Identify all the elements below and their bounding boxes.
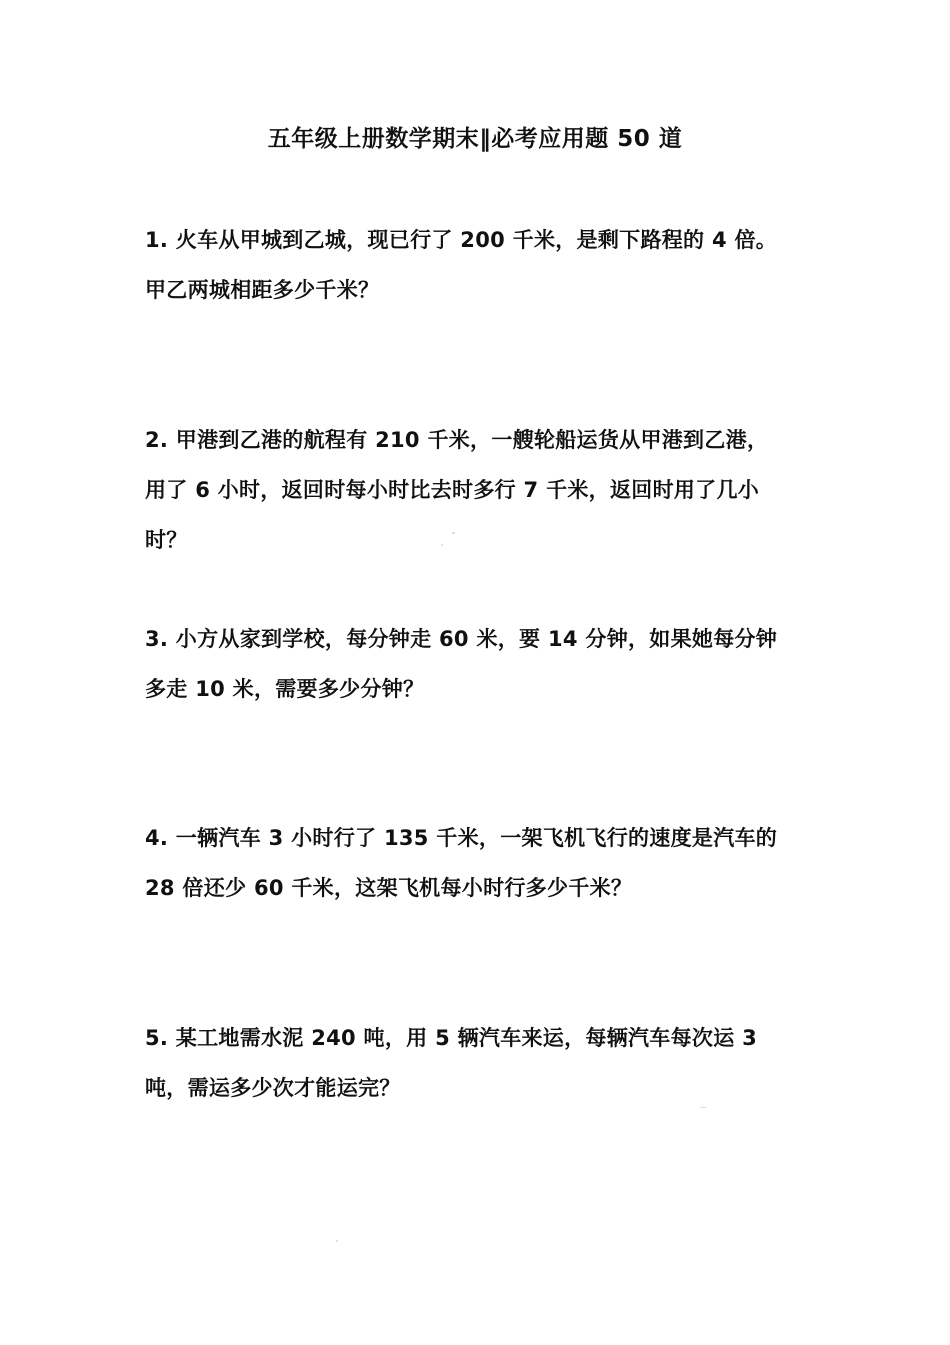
question-text-line: 2. 甲港到乙港的航程有 210 千米，一艘轮船运货从甲港到乙港，	[145, 428, 769, 452]
question-3	[145, 614, 817, 714]
question-text-line: 时？	[145, 528, 188, 552]
question-text-line: 吨，需运多少次才能运完？	[145, 1076, 401, 1100]
question-1	[145, 215, 817, 315]
question-text-line: 5. 某工地需水泥 240 吨，用 5 辆汽车来运，每辆汽车每次运 3	[145, 1026, 758, 1050]
question-2	[145, 415, 817, 565]
question-5	[145, 1013, 817, 1113]
question-text-line: 3. 小方从家到学校，每分钟走 60 米，要 14 分钟，如果她每分钟	[145, 627, 778, 651]
scan-speck	[452, 532, 455, 534]
scan-speck	[336, 1240, 338, 1242]
question-4	[145, 813, 817, 913]
question-text-line: 28 倍还少 60 千米，这架飞机每小时行多少千米？	[145, 876, 633, 900]
question-text-line: 4. 一辆汽车 3 小时行了 135 千米，一架飞机飞行的速度是汽车的	[145, 826, 778, 850]
question-text-line: 甲乙两城相距多少千米？	[145, 278, 380, 302]
page-title: 五年级上册数学期末‖必考应用题 50 道	[267, 126, 683, 152]
question-text-line: 1. 火车从甲城到乙城，现已行了 200 千米，是剩下路程的 4 倍。	[145, 228, 778, 252]
question-text-line: 用了 6 小时，返回时每小时比去时多行 7 千米，返回时用了几小	[145, 478, 760, 502]
scan-speck	[441, 544, 443, 546]
question-text-line: 多走 10 米，需要多少分钟？	[145, 677, 425, 701]
scan-speck	[700, 1107, 706, 1108]
